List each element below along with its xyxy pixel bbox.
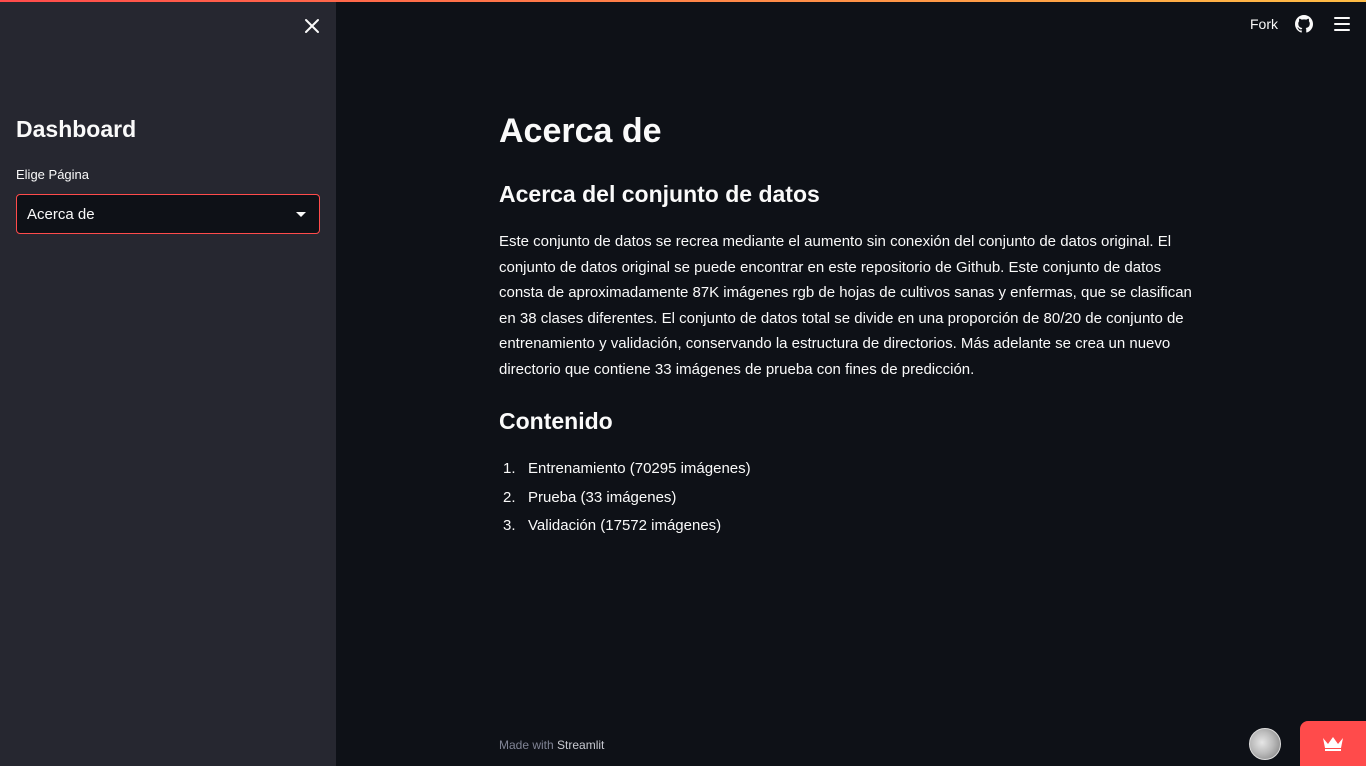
streamlit-badge-button[interactable] — [1300, 721, 1366, 766]
streamlit-link[interactable]: Streamlit — [557, 738, 605, 752]
chevron-down-icon — [296, 212, 306, 217]
select-label: Elige Página — [16, 167, 89, 182]
section-title-dataset: Acerca del conjunto de datos — [499, 181, 820, 207]
page-select-value: Acerca de — [27, 206, 95, 223]
list-item — [499, 458, 751, 487]
list-item-text: Entrenamiento (70295 imágenes) — [528, 460, 751, 477]
section-title-contents: Contenido — [499, 408, 613, 434]
list-item-number: 3. — [503, 517, 516, 534]
list-item — [499, 515, 751, 544]
github-icon[interactable] — [1295, 15, 1313, 33]
fork-link[interactable]: Fork — [1250, 16, 1278, 32]
dataset-description: Este conjunto de datos se recrea mediante el aumento sin conexión del conjunto de datos original. El conjunto de datos original se puede encontrar en este repositorio de Github. Este conjunto de datos consta de aproximadamente 87K imágenes rgb de hojas de cultivos sanas y enfermas, que se clasifican en 38 clases diferentes. El conjunto de datos total se divide en una proporción de 80/20 de conjunto de entrenamiento y validación, conservando la estructura de directorios. Más adelante se crea un nuevo directorio que contiene 33 imágenes de prueba con fines de predicción. — [499, 233, 1192, 378]
list-item-number: 1. — [503, 460, 516, 477]
list-item-text: Validación (17572 imágenes) — [528, 517, 722, 534]
footer-prefix: Made with — [499, 738, 554, 752]
streamlit-crown-icon — [1321, 734, 1345, 752]
hamburger-menu-icon[interactable] — [1334, 17, 1350, 31]
list-item-number: 2. — [503, 488, 516, 506]
list-item — [499, 487, 751, 516]
list-item-text: Prueba (33 imágenes) — [528, 488, 677, 506]
sidebar — [0, 0, 336, 766]
page-title: Acerca de — [499, 112, 662, 150]
footer — [499, 738, 604, 752]
sidebar-title: Dashboard — [16, 116, 137, 142]
close-icon — [300, 14, 324, 38]
page-select[interactable] — [16, 194, 320, 234]
top-accent-line — [0, 0, 1366, 2]
contents-list — [499, 458, 751, 544]
avatar[interactable] — [1249, 728, 1281, 760]
close-sidebar-button[interactable] — [300, 14, 324, 38]
